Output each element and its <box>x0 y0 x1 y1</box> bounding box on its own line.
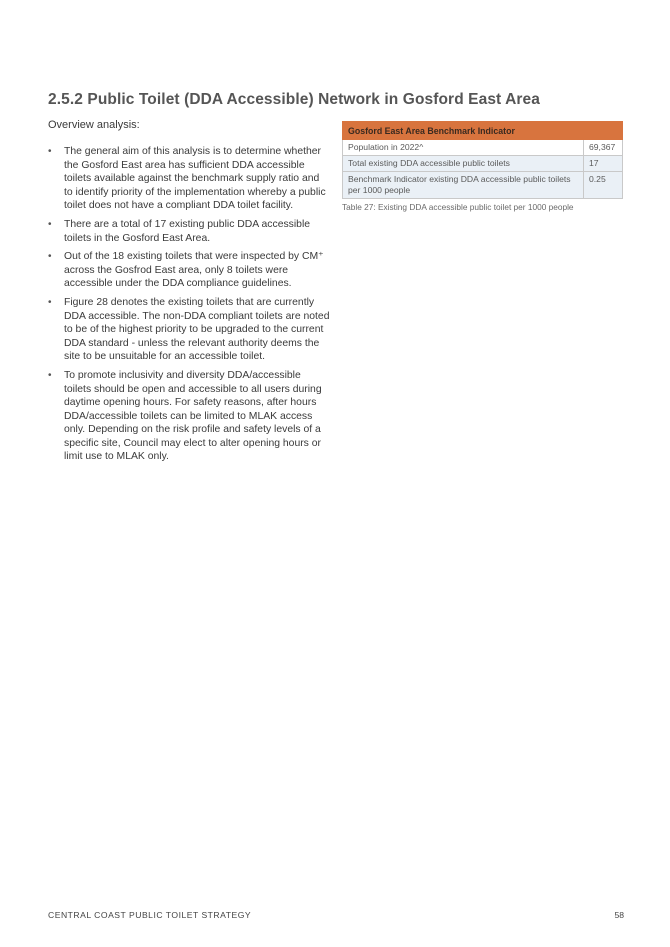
overview-bullet-list <box>48 145 330 464</box>
bullet-item <box>48 296 330 364</box>
footer-document-title: CENTRAL COAST PUBLIC TOILET STRATEGY <box>48 910 252 920</box>
bullet-text: Out of the 18 existing toilets that were inspected by CM⁺ across the Gosfrod East area, only 8 toilets were accessible under the DDA compliance guidelines. <box>64 251 324 290</box>
overview-intro: Overview analysis: <box>48 119 140 131</box>
table-header-row <box>343 122 623 140</box>
table-cell-value: 17 <box>584 156 623 172</box>
table-cell-label: Benchmark Indicator existing DDA accessible public toilets per 1000 people <box>343 172 584 199</box>
page-number: 58 <box>614 910 624 920</box>
bullet-icon: • <box>48 251 52 263</box>
table-header: Gosford East Area Benchmark Indicator <box>343 122 623 140</box>
bullet-text: To promote inclusivity and diversity DDA/accessible toilets should be open and accessible to all users during daytime opening hours. For safety reasons, after hours DDA/accessible toilets can be limited to MLAK access only. Depending on the risk profile and safety levels of a specific site, Council may elect to alter opening hours or limit use to MLAK only. <box>64 369 322 463</box>
bullet-icon: • <box>48 218 52 230</box>
table-row <box>343 172 623 199</box>
bullet-item <box>48 145 330 213</box>
bullet-icon: • <box>48 369 52 381</box>
table-cell-value: 0.25 <box>584 172 623 199</box>
table-cell-label: Total existing DDA accessible public toilets <box>343 156 584 172</box>
bullet-text: There are a total of 17 existing public DDA accessible toilets in the Gosford East Area. <box>64 218 311 244</box>
bullet-icon: • <box>48 146 52 157</box>
table-row <box>343 140 623 156</box>
bullet-item <box>48 218 330 245</box>
table-cell-value: 69,367 <box>584 140 623 156</box>
bullet-text: The general aim of this analysis is to determine whether the Gosford East area has sufficient DDA accessible toilets available against the benchmark supply ratio and to identify priority of the implementation whereby a public toilet does not have a compliant DDA toilet facility. <box>64 146 326 212</box>
page-title: 2.5.2 Public Toilet (DDA Accessible) Network in Gosford East Area <box>48 91 541 108</box>
benchmark-table <box>342 121 623 199</box>
table-row <box>343 156 623 172</box>
overview-section <box>48 119 330 469</box>
bullet-item <box>48 369 330 464</box>
bullet-item <box>48 250 330 291</box>
bullet-icon: • <box>48 296 52 308</box>
bullet-text: Figure 28 denotes the existing toilets that are currently DDA accessible. The non-DDA compliant toilets are noted to be of the highest priority to be upgraded to the current DDA standard - unless the relevant authority deems the site to be unsuitable for an accessible toilet. <box>64 296 330 363</box>
table-cell-label: Population in 2022^ <box>343 140 584 156</box>
table-caption: Table 27: Existing DDA accessible public toilet per 1000 people <box>342 202 574 212</box>
